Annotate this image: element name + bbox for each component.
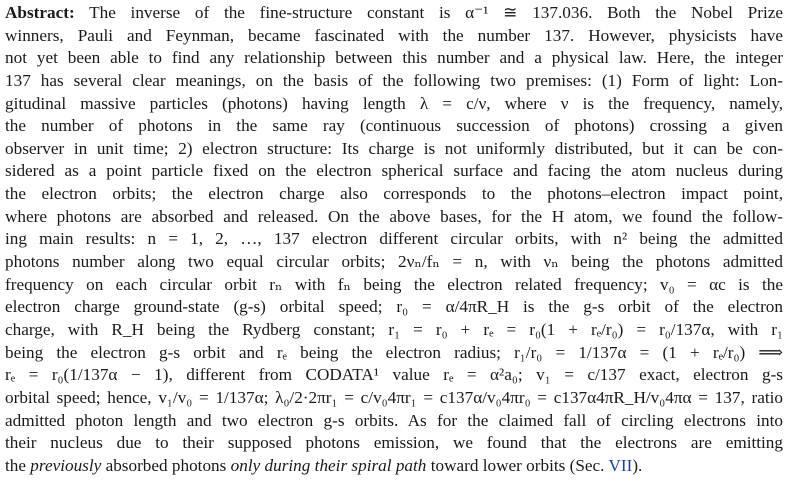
final-prefix: the — [5, 455, 31, 475]
final-italic-previously: previously — [30, 455, 102, 475]
abstract-line-15: charge, with R_H being the Rydberg constant; r₁ = r₀ + rₑ = r₀(1 + rₑ/r₀) = r₀/137α, with r₁ — [5, 319, 783, 339]
abstract-line-19: admitted photon length and two electron g-s orbits. As for the claimed fall of circling electrons into — [5, 410, 783, 430]
section-ref-link[interactable]: VII — [608, 455, 633, 475]
abstract-line-13: frequency on each circular orbit rₙ with fₙ being the electron related frequency; v₀ = αc is the — [5, 274, 783, 294]
abstract-line-17: rₑ = r₀(1/137α − 1), different from CODATA¹ value rₑ = α²a₀; v₁ = c/137 exact, electron g-s — [5, 365, 783, 385]
final-mid-1: absorbed photons — [101, 455, 231, 475]
abstract-line-14: electron charge ground-state (g-s) orbital speed; r₀ = α/4πR_H is the g-s orbit of the electron — [5, 297, 783, 317]
abstract-line-21 — [5, 455, 783, 478]
abstract-line-1-text: The inverse of the fine-structure constant is α⁻¹ ≅ 137.036. Both the Nobel Prize — [89, 3, 783, 22]
abstract-line-18: orbital speed; hence, v₁/v₀ = 1/137α; λ₀/2·2πr₁ = c/v₀4πr₁ = c137α/v₀4πr₀ = c137α4πR_H/v₀4πα = 137, ratio — [5, 387, 783, 407]
final-mid-2: toward lower orbits (Sec. — [426, 455, 609, 475]
abstract-line-3: not yet been able to find any relationship between this number and a physical law. Here, the integer — [5, 48, 783, 68]
abstract-line-10: where photons are absorbed and released. On the above bases, for the H atom, we found the follow- — [5, 206, 783, 226]
abstract-line-20: their nucleus due to their supposed photons emission, we found that the electrons are emitting — [5, 433, 783, 453]
final-italic-spiral: only during their spiral path — [230, 455, 427, 475]
abstract-line-5: gitudinal massive particles (photons) having length λ = c/ν, where ν is the frequency, namely, — [5, 93, 783, 113]
abstract-line-16: being the electron g-s orbit and rₑ being the electron radius; r₁/r₀ = 1/137α = (1 + rₑ/r₀) ⟹ — [5, 342, 783, 362]
abstract-line-6: the number of photons in the same ray (continuous succession of photons) crossing a given — [5, 116, 783, 136]
abstract-line-9: the electron orbits; the electron charge also corresponds to the photons–electron impact point, — [5, 184, 783, 204]
abstract-block — [5, 2, 783, 477]
abstract-line-11: ing main results: n = 1, 2, …, 137 electron different circular orbits, with n² being the admitted — [5, 229, 783, 249]
abstract-line-12: photons number along two equal circular orbits; 2νₙ/fₙ = n, with νₙ being the photons admitted — [5, 252, 783, 272]
abstract-line-7: observer in unit time; 2) electron structure: Its charge is not uniformly distributed, but it can be con- — [5, 138, 783, 158]
abstract-line-2: winners, Pauli and Feynman, became fascinated with the number 137. However, physicists have — [5, 25, 783, 45]
final-end: ). — [632, 455, 643, 475]
abstract-heading: Abstract: — [5, 3, 75, 22]
abstract-line-1 — [5, 2, 783, 25]
abstract-line-4: 137 has several clear meanings, on the basis of the following two premises: (1) Form of light: Lon- — [5, 70, 783, 90]
abstract-line-8: sidered as a point particle fixed on the electron spherical surface and facing the atom nucleus during — [5, 161, 783, 181]
